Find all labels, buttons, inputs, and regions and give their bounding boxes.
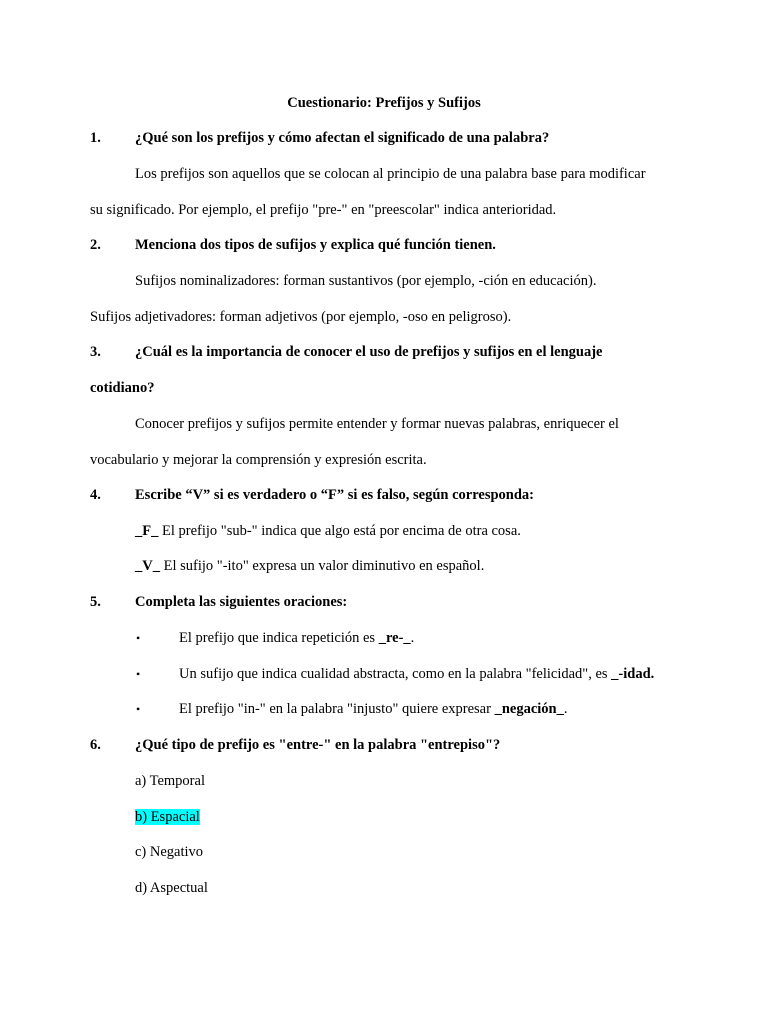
question-4-number: 4.: [90, 487, 101, 503]
completion-text: El prefijo que indica repetición es: [179, 630, 379, 646]
question-1-text: ¿Qué son los prefijos y cómo afectan el significado de una palabra?: [135, 130, 550, 146]
bullet-icon: •: [136, 631, 141, 645]
question-5-text: Completa las siguientes oraciones:: [135, 594, 348, 610]
option-label-selected: b) Espacial: [135, 809, 200, 825]
option-c: [135, 843, 203, 861]
completion-item: [179, 629, 414, 647]
question-3-text-line-1: ¿Cuál es la importancia de conocer el uso de prefijos y sufijos en el lenguaje: [135, 344, 603, 360]
option-b: [135, 808, 200, 826]
bullet-icon: •: [136, 667, 141, 681]
true-false-item: [135, 522, 521, 540]
completion-answer: _negación_: [494, 701, 564, 717]
question-6-text: ¿Qué tipo de prefijo es "entre-" en la palabra "entrepiso"?: [135, 737, 501, 753]
completion-text: Un sufijo que indica cualidad abstracta, como en la palabra "felicidad", es: [179, 666, 612, 682]
answer-3-line-1: Conocer prefijos y sufijos permite entender y formar nuevas palabras, enriquecer el: [135, 416, 619, 432]
answer-2-line-2: Sufijos adjetivadores: forman adjetivos (por ejemplo, -oso en peligroso).: [90, 309, 512, 325]
completion-answer: _-idad.: [611, 666, 655, 682]
true-false-statement: El prefijo "sub-" indica que algo está por encima de otra cosa.: [158, 523, 521, 539]
true-false-statement: El sufijo "-ito" expresa un valor diminutivo en español.: [159, 558, 485, 574]
answer-2-line-1: Sufijos nominalizadores: forman sustantivos (por ejemplo, -ción en educación).: [135, 273, 597, 289]
question-5-number: 5.: [90, 594, 101, 610]
bullet-icon: •: [136, 702, 141, 716]
option-label: c) Negativo: [135, 844, 204, 860]
answer-3-line-2: vocabulario y mejorar la comprensión y expresión escrita.: [90, 452, 427, 468]
completion-end: .: [563, 701, 568, 717]
completion-text: El prefijo "in-" en la palabra "injusto" quiere expresar: [179, 701, 495, 717]
question-3-text-line-2: cotidiano?: [90, 380, 155, 396]
completion-item: [179, 665, 654, 683]
question-4-text: Escribe “V” si es verdadero o “F” si es falso, según corresponda:: [135, 487, 535, 503]
option-label: a) Temporal: [135, 773, 205, 789]
question-2-text: Menciona dos tipos de sufijos y explica qué función tienen.: [135, 237, 496, 253]
question-2-number: 2.: [90, 237, 101, 253]
option-d: [135, 879, 208, 897]
true-false-item: [135, 557, 484, 575]
completion-item: [179, 700, 567, 718]
document-title: Cuestionario: Prefijos y Sufijos: [287, 95, 481, 111]
answer-1-line-2: su significado. Por ejemplo, el prefijo "pre-" en "preescolar" indica anterioridad.: [90, 202, 557, 218]
completion-answer: _re-_: [378, 630, 411, 646]
true-false-mark: _V_: [135, 558, 160, 574]
option-a: [135, 772, 205, 790]
question-3-number: 3.: [90, 344, 101, 360]
question-1-number: 1.: [90, 130, 101, 146]
true-false-mark: _F_: [135, 523, 159, 539]
answer-1-line-1: Los prefijos son aquellos que se colocan al principio de una palabra base para modificar: [135, 166, 646, 182]
completion-end: .: [410, 630, 415, 646]
question-6-number: 6.: [90, 737, 101, 753]
option-label: d) Aspectual: [135, 880, 208, 896]
